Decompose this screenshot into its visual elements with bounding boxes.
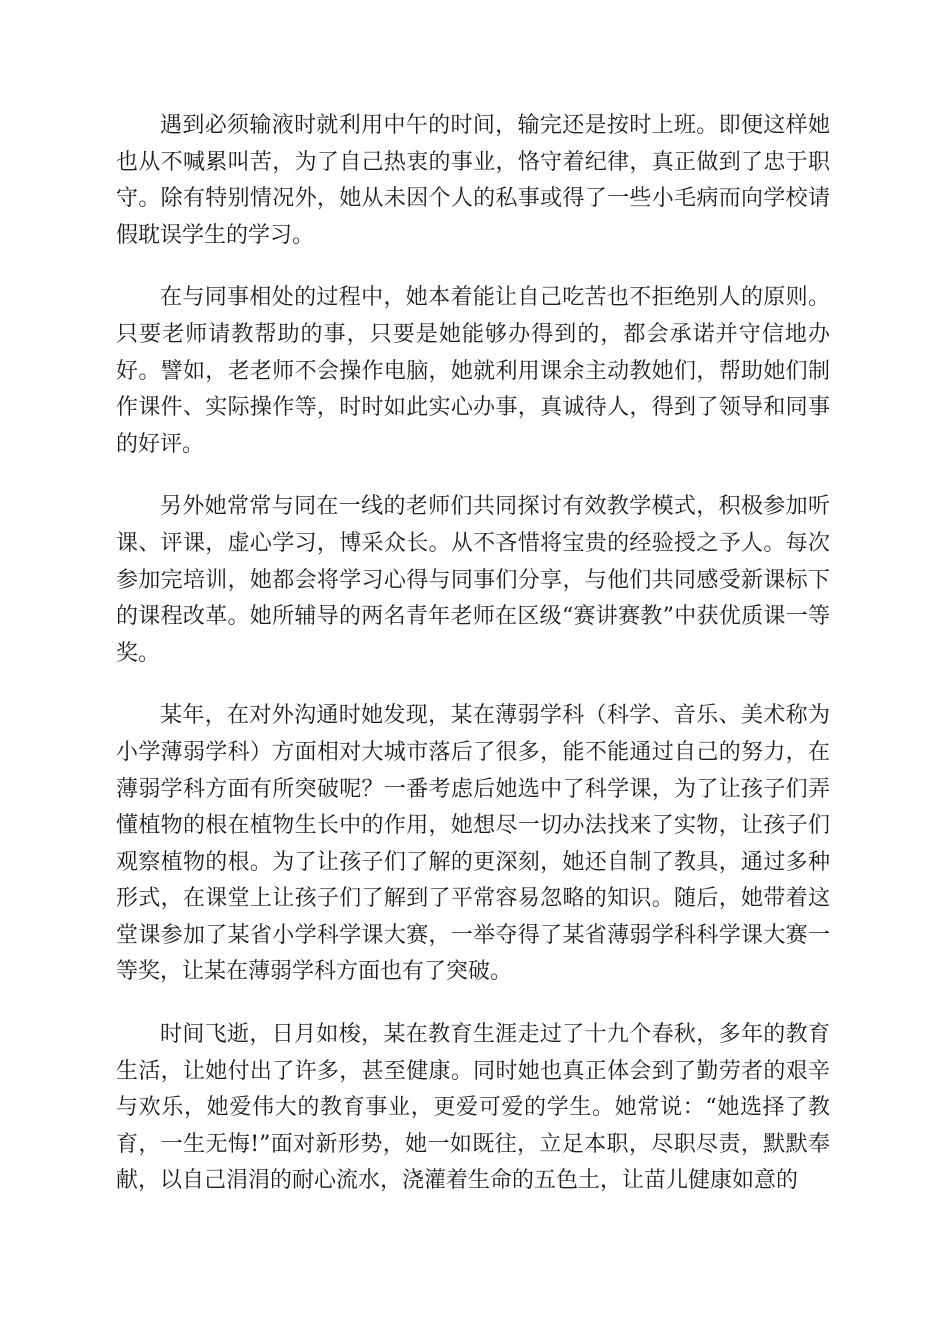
paragraph-3: 另外她常常与同在一线的老师们共同探讨有效教学模式，积极参加听课、评课，虚心学习，博采众长。从不吝惜将宝贵的经验授之予人。每次参加完培训，她都会将学习心得与同事们分享，与他们共同感受新课标下的课程改革。她所辅导的两名青年老师在区级“赛讲赛教”中获优质课一等奖。 [116, 494, 830, 666]
paragraph-2: 在与同事相处的过程中，她本着能让自己吃苦也不拒绝别人的原则。只要老师请教帮助的事，只要是她能够办得到的，都会承诺并守信地办好。譬如，老老师不会操作电脑，她就利用课余主动教她们，帮助她们制作课件、实际操作等，时时如此实心办事，真诚待人，得到了领导和同事的好评。 [116, 285, 830, 457]
paragraph-5: 时间飞逝，日月如梭，某在教育生涯走过了十九个春秋，多年的教育生活，让她付出了许多，甚至健康。同时她也真正体会到了勤劳者的艰辛与欢乐，她爱伟大的教育事业，更爱可爱的学生。她常说：“她选择了教育，一生无悔!”面对新形势，她一如既往，立足本职，尽职尽责，默默奉献，以自己涓涓的耐心流水，浇灌着生命的五色土，让苗儿健康如意的 [116, 1022, 830, 1194]
paragraph-1: 遇到必须输液时就利用中午的时间，输完还是按时上班。即便这样她也从不喊累叫苦，为了自己热衷的事业，恪守着纪律，真正做到了忠于职守。除有特别情况外，她从未因个人的私事或得了一些小毛病而向学校请假耽误学生的学习。 [116, 113, 830, 248]
paragraph-4: 某年，在对外沟通时她发现，某在薄弱学科（科学、音乐、美术称为小学薄弱学科）方面相对大城市落后了很多，能不能通过自己的努力，在薄弱学科方面有所突破呢？一番考虑后她选中了科学课，为了让孩子们弄懂植物的根在植物生长中的作用，她想尽一切办法找来了实物，让孩子们观察植物的根。为了让孩子们了解的更深刻，她还自制了教具，通过多种形式，在课堂上让孩子们了解到了平常容易忽略的知识。随后，她带着这堂课参加了某省小学科学课大赛，一举夺得了某省薄弱学科科学课大赛一等奖，让某在薄弱学科方面也有了突破。 [116, 703, 830, 985]
